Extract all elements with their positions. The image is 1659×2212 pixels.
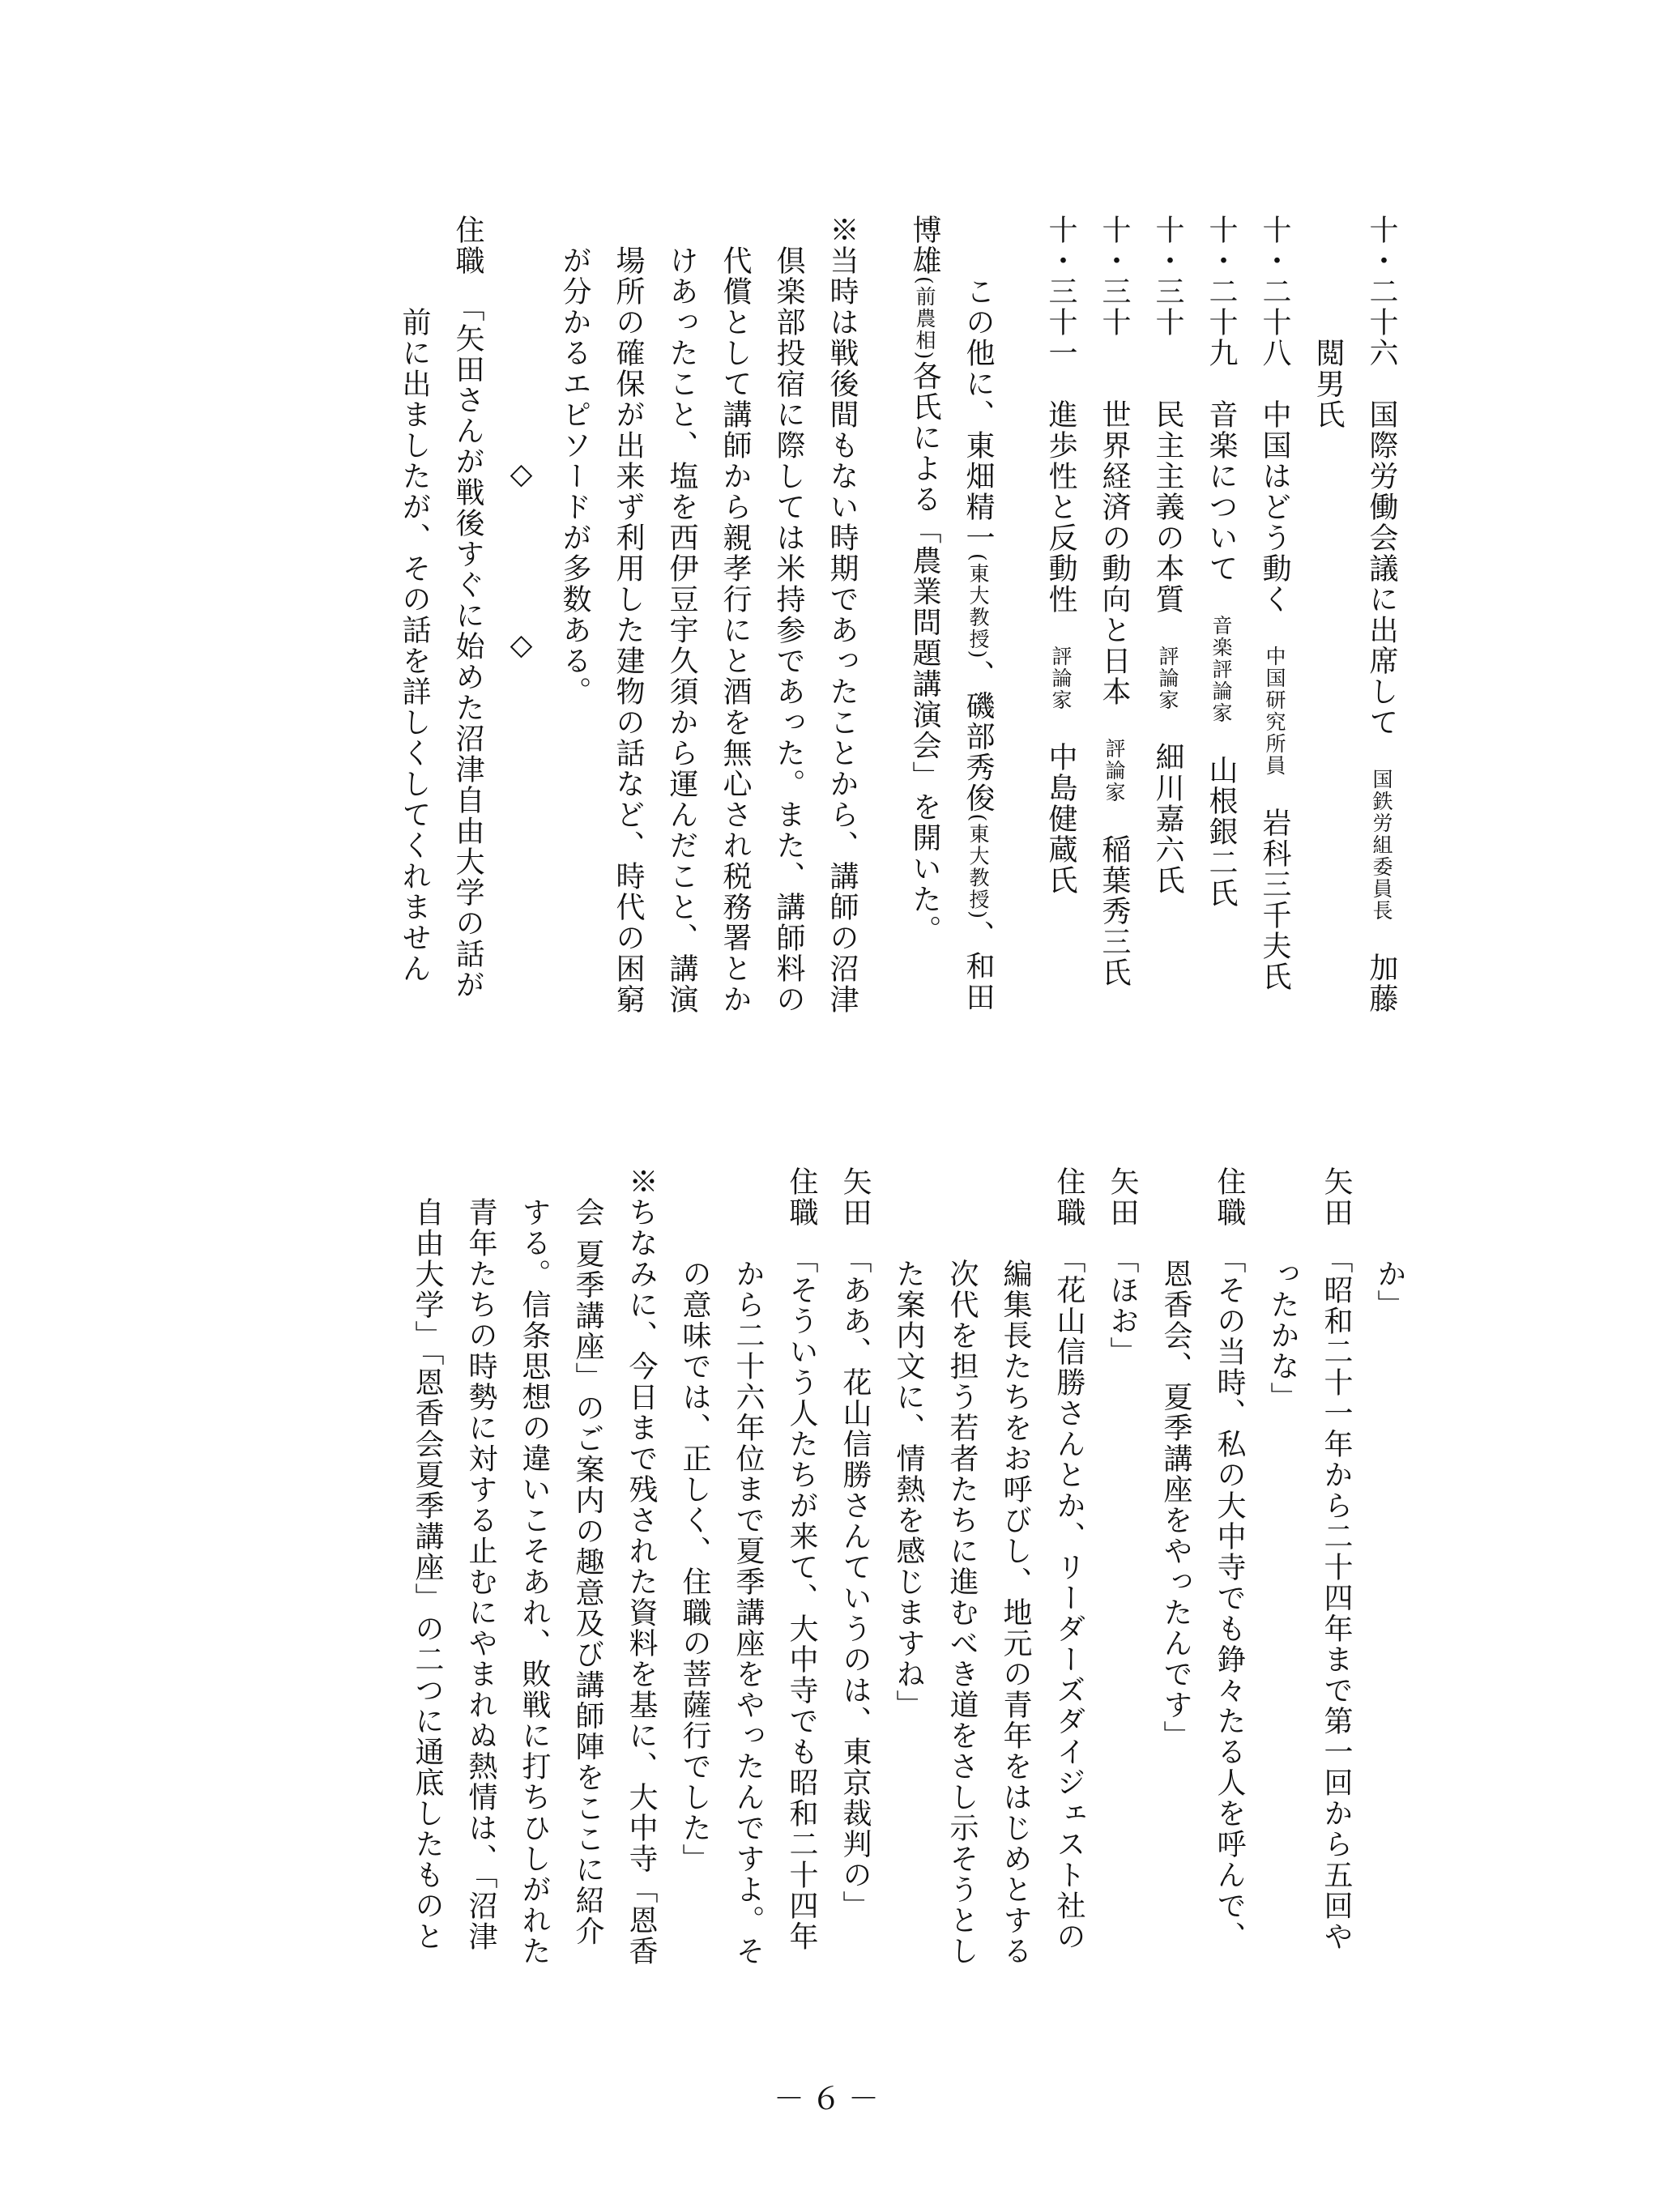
lower-section [266, 1166, 1416, 2049]
note-line: 自由大学」「恩香会夏季講座」の二つに通底したものと [411, 1197, 444, 1952]
dialogue-line: 前に出ましたが、その話を詳しくしてくれません [398, 307, 431, 984]
dialogue-line: 矢田 「ほお」 [1095, 1166, 1149, 2049]
note-line: ※ちなみに、今日まで残された資料を基に、大中寺「恩香 [625, 1166, 658, 1967]
note-line: 倶楽部投宿に際しては米持参であった。また、講師料の [772, 245, 805, 1015]
dialogue-line: か」 [1373, 1259, 1406, 1320]
speaker-label: 矢田 [1106, 1166, 1139, 1228]
diamond-icon: ◇ [505, 629, 538, 662]
program-line: 十・二十六 国際労働会議に出席して 国鉄労組委員長 加藤 [1365, 215, 1398, 1014]
other-lectures-line: この他に、東畑精一(東大教授)、磯部秀俊(東大教授)、和田 [962, 276, 995, 1013]
speaker-label: 住職 [1052, 1166, 1085, 1228]
note-line: 会 夏季講座」のご案内の趣意及び講師陣をここに紹介 [571, 1197, 604, 1947]
note-line: 代償として講師から親孝行にと酒を無心され税務署とか [719, 245, 752, 1015]
note-line: する。信条思想の違いこそあれ、敗戦に打ちひしがれた [518, 1197, 551, 1967]
dialogue-line: 住職 「そういう人たちが来て、大中寺でも昭和二十四年 [774, 1166, 828, 2049]
note-line: けあったこと、塩を西伊豆宇久須から運んだこと、講演 [665, 245, 698, 1015]
dialogue-line: 矢田 「ああ、花山信勝さんていうのは、東京裁判の」 [828, 1166, 881, 2049]
speaker-label: 住職 [785, 1166, 818, 1228]
dialogue-line: 編集長たちをお呼びし、地元の青年をはじめとする [999, 1259, 1032, 1967]
program-line: 十・二十九 音楽について 音楽評論家 山根銀二氏 [1205, 215, 1238, 909]
other-lectures-line: 博雄(前農相)各氏による「農業問題講演会」を開いた。 [908, 215, 941, 946]
program-line: 十・三十 民主主義の本質 評論家 細川嘉六氏 [1151, 215, 1184, 896]
dialogue-line: た案内文に、情熱を感じますね」 [892, 1259, 925, 1720]
note-line: 青年たちの時勢に対する止むにやまれぬ熱情は、「沼津 [464, 1197, 497, 1952]
speaker-label: 矢田 [1320, 1166, 1353, 1228]
diamond-icon: ◇ [505, 458, 538, 491]
dialogue-line: 次代を担う若者たちに進むべき道をさし示そうとし [945, 1259, 979, 1967]
section-divider [494, 215, 548, 1097]
upper-section [249, 215, 1408, 1097]
dialogue-line: の意味では、正しく、住職の菩薩行でした」 [678, 1259, 711, 1874]
speaker-label: 住職 [451, 215, 484, 276]
note-line: が分かるエピソードが多数ある。 [558, 245, 591, 707]
dialogue-line: 住職 「その当時、私の大中寺でも錚々たる人を呼んで、 [1202, 1166, 1256, 2049]
speaker-label: 住職 [1213, 1166, 1246, 1228]
dialogue-line: ったかな」 [1266, 1259, 1299, 1413]
dialogue-line: 矢田 「昭和二十一年から二十四年まで第一回から五回や [1309, 1166, 1363, 2049]
dialogue-line: から二十六年位まで夏季講座をやったんですよ。そ [731, 1259, 765, 1967]
program-line: 十・三十一 進歩性と反動性 評論家 中島健蔵氏 [1044, 215, 1077, 896]
dialogue-line: 恩香会、夏季講座をやったんです」 [1159, 1259, 1192, 1751]
dialogue-line: 住職 「矢田さんが戦後すぐに始めた沼津自由大学の話が [441, 215, 494, 1097]
page-number: －６－ [773, 2081, 885, 2116]
program-line: 十・二十八 中国はどう動く 中国研究所員 岩科三千夫氏 [1258, 215, 1291, 992]
note-line: ※当時は戦後間もない時期であったことから、講師の沼津 [825, 215, 859, 1015]
dialogue-line: 住職 「花山信勝さんとか、リーダーズダイジェスト社の [1042, 1166, 1095, 2049]
program-line: 閲男氏 [1311, 338, 1345, 430]
note-line: 場所の確保が出来ず利用した建物の話など、時代の困窮 [612, 245, 645, 1015]
speaker-label: 矢田 [838, 1166, 872, 1228]
program-line: 十・三十 世界経済の動向と日本 評論家 稲葉秀三氏 [1098, 215, 1131, 988]
